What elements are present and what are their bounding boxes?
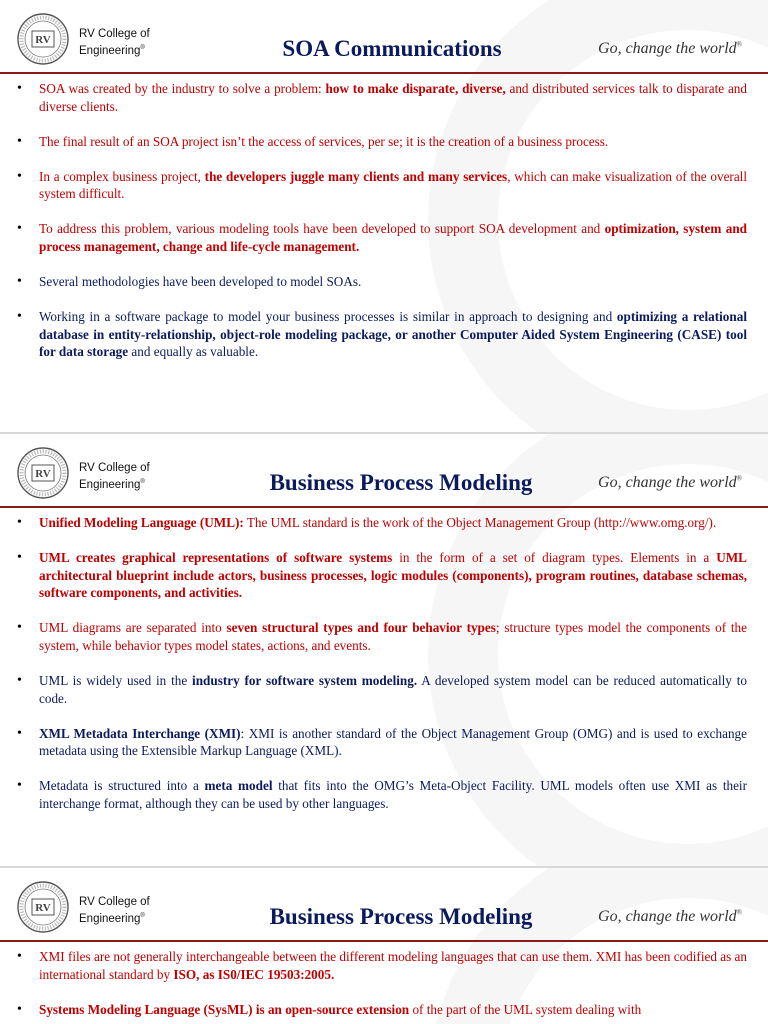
- bullet-text: , which can make visualization of the overall system difficult.: [39, 168, 747, 202]
- bullet-item: [39, 220, 747, 255]
- svg-text:RV: RV: [35, 34, 51, 46]
- bullet-text: Several methodologies have been developed to model SOAs.: [39, 274, 362, 290]
- bullet-emphasis: is an open-source extension: [252, 1001, 410, 1017]
- registered-mark: ®: [140, 479, 145, 485]
- bullet-emphasis: Unified Modeling Language (UML):: [39, 515, 244, 530]
- bullet-text: : XMI is another standard of the Object Management Group (OMG) and is used to exchange metadata using the Extensible Markup Language (XML).: [39, 725, 748, 759]
- bullet-emphasis: Systems Modeling Language (SysML): [39, 1001, 253, 1017]
- bullet-text: A developed system model can be reduced automatically to code.: [39, 673, 747, 706]
- bullet-item: [39, 308, 747, 361]
- slide-business-process-modeling-1: [0, 434, 768, 866]
- bullet-text: Metadata is structured into a: [39, 778, 205, 794]
- tagline: [598, 908, 742, 926]
- bullet-text: and distributed services talk to disparate and diverse clients.: [39, 81, 747, 114]
- svg-text:RV: RV: [35, 902, 51, 914]
- bullet-item: [39, 273, 747, 291]
- bullet-emphasis: optimization, system and process management, change and life-cycle management.: [39, 221, 748, 255]
- registered-mark: ®: [140, 913, 145, 919]
- college-name-line2: Engineering: [79, 44, 141, 57]
- slide-title: Business Process Modeling: [269, 470, 533, 495]
- bullet-emphasis: UML creates graphical representations of software systems: [39, 550, 393, 566]
- bullet-text: XMI files are not generally interchangeable between the different modeling languages that can use them. XMI has been codified as an international standard by: [39, 949, 747, 982]
- tagline-mark: ®: [736, 40, 742, 49]
- tagline-text: Go, change the world: [598, 40, 737, 57]
- bullet-list: [0, 80, 768, 379]
- bullet-item: [39, 672, 747, 707]
- bullet-item: [39, 1001, 747, 1019]
- college-name-line2: Engineering: [79, 912, 141, 925]
- bullet-item: [39, 725, 747, 760]
- slide-title: Business Process Modeling: [269, 904, 533, 929]
- bullet-item: [39, 133, 747, 151]
- bullet-list: [0, 514, 768, 830]
- slide-header: [0, 0, 768, 74]
- bullet-emphasis: XML Metadata Interchange (XMI): [39, 725, 241, 741]
- slide-soa-communications: [0, 0, 768, 432]
- bullet-item: [39, 777, 747, 812]
- tagline-text: Go, change the world: [598, 908, 737, 925]
- bullet-text: The UML standard is the work of the Object Management Group (http://www.omg.org/).: [243, 515, 717, 530]
- bullet-item: [39, 514, 747, 532]
- bullet-text: In a complex business project,: [39, 168, 205, 184]
- tagline-mark: ®: [736, 908, 742, 917]
- slide-header: [0, 868, 768, 942]
- bullet-text: of the part of the UML system dealing with: [409, 1001, 642, 1017]
- bullet-emphasis: meta model: [204, 778, 273, 794]
- bullet-item: [39, 549, 747, 602]
- bullet-text: UML diagrams are separated into: [39, 620, 227, 636]
- tagline: [598, 40, 742, 58]
- bullet-emphasis: the developers juggle many clients and many services: [204, 168, 508, 184]
- bullet-text: Working in a software package to model your business processes is similar in approach to designing and: [39, 309, 617, 325]
- bullet-emphasis: industry for software system modeling.: [192, 673, 418, 689]
- bullet-item: [39, 168, 747, 203]
- tagline-mark: ®: [736, 474, 742, 483]
- header-rule: [0, 940, 768, 942]
- bullet-text: ; structure types model the components of the system, while behavior types model states, actions, and events.: [39, 620, 747, 653]
- bullet-emphasis: seven structural types and four behavior types: [226, 620, 496, 636]
- bullet-text: and equally as valuable.: [128, 344, 259, 360]
- slide-title: SOA Communications: [282, 36, 502, 61]
- bullet-list: [0, 948, 768, 1024]
- bullet-text: SOA was created by the industry to solve a problem:: [39, 81, 326, 96]
- college-name-line1: RV College of: [79, 462, 150, 474]
- bullet-text: in the form of a set of diagram types. Elements in a: [392, 550, 717, 566]
- header-rule: [0, 72, 768, 74]
- bullet-emphasis: optimizing a relational database in entity-relationship, object-role modeling package, or another Computer Aided System Engineering (CASE) tool for data storage: [39, 309, 747, 360]
- bullet-emphasis: UML architectural blueprint include actors, business processes, logic modules (components), program routines, database schemas, software components, and activities.: [39, 550, 747, 601]
- tagline: [598, 474, 742, 492]
- bullet-text: UML is widely used in the: [39, 673, 193, 689]
- bullet-text: that fits into the OMG’s Meta-Object Facility. UML models often use XMI as their interchange format, although they can be used by other languages.: [39, 778, 747, 812]
- header-rule: [0, 506, 768, 508]
- college-name-line1: RV College of: [79, 896, 150, 908]
- bullet-item: [39, 948, 747, 983]
- tagline-text: Go, change the world: [598, 474, 737, 491]
- registered-mark: ®: [140, 45, 145, 51]
- bullet-item: [39, 80, 747, 115]
- slide-header: [0, 434, 768, 508]
- slide-business-process-modeling-2: [0, 868, 768, 1024]
- bullet-item: [39, 619, 747, 654]
- bullet-text: The final result of an SOA project isn’t the access of services, per se; it is the creation of a business process.: [39, 133, 609, 149]
- bullet-text: To address this problem, various modeling tools have been developed to support SOA development and: [39, 221, 605, 237]
- bullet-emphasis: ISO, as IS0/IEC 19503:2005.: [173, 966, 335, 982]
- bullet-emphasis: how to make disparate, diverse,: [325, 81, 506, 96]
- college-name-line2: Engineering: [79, 478, 141, 491]
- svg-text:RV: RV: [35, 468, 51, 480]
- college-name-line1: RV College of: [79, 28, 150, 40]
